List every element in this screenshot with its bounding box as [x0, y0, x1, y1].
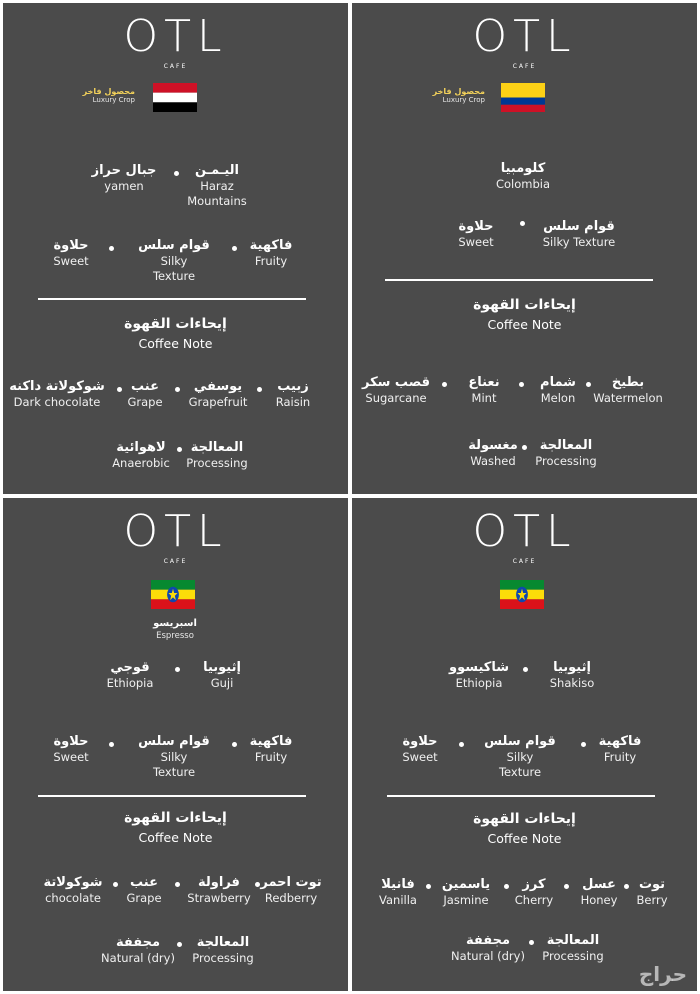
origin-item: جبال حراز yamen: [91, 163, 157, 193]
separator-dot: [624, 884, 629, 889]
texture-item: فاكهية Fruity: [249, 238, 293, 268]
luxury-crop-label: [83, 87, 135, 104]
texture-item: قوام سلس Silky Texture: [138, 238, 210, 283]
separator-dot: [175, 882, 180, 887]
origin-item: شاكيسوو Ethiopia: [449, 660, 509, 690]
separator-dot: [522, 445, 527, 450]
note-item: بطيخ Watermelon: [593, 375, 663, 405]
product-card-espresso: [3, 498, 348, 991]
note-item: قصب سكر Sugarcane: [361, 375, 431, 405]
origin-item: قوجي Ethiopia: [106, 660, 154, 690]
processing-item: المعالجة Processing: [535, 438, 597, 468]
origin-item: اليـمـن Haraz Mountains: [187, 163, 247, 208]
processing-item: المعالجة Processing: [542, 933, 604, 963]
luxury-crop-ar: محصول فاخر: [432, 87, 485, 96]
note-item: عسل Honey: [580, 877, 618, 907]
otl-logo: [352, 13, 697, 70]
note-item: كرز Cherry: [514, 877, 554, 907]
luxury-crop-ar: محصول فاخر: [82, 87, 135, 96]
otl-logo: [3, 508, 348, 565]
separator-dot: [177, 942, 182, 947]
ethiopia-flag-icon: [500, 580, 544, 609]
processing-item: المعالجة Processing: [192, 935, 254, 965]
note-item: نعناع Mint: [468, 375, 500, 405]
origin-item: إثيوبيا Guji: [203, 660, 241, 690]
note-item: يوسفي Grapefruit: [188, 379, 248, 409]
processing-item: مغسولة Washed: [468, 438, 518, 468]
separator-dot: [504, 884, 509, 889]
logo-text: OTL: [123, 506, 228, 557]
separator-dot: [113, 882, 118, 887]
logo-text: OTL: [472, 506, 577, 557]
note-item: شوكولاتة chocolate: [43, 875, 103, 905]
separator-dot: [109, 246, 114, 251]
texture-item: قوام سلس Silky Texture: [542, 219, 616, 249]
coffee-note-heading: إيحاءات القهوة Coffee Note: [124, 810, 227, 845]
luxury-crop-label: [433, 87, 485, 104]
coffee-note-heading: إيحاءات القهوة Coffee Note: [473, 297, 576, 332]
note-item: فراولة Strawberry: [187, 875, 251, 905]
separator-dot: [232, 246, 237, 251]
separator-dot: [175, 667, 180, 672]
yemen-flag-icon: [153, 83, 197, 112]
ethiopia-flag-icon: [151, 580, 195, 609]
texture-item: قوام سلس Silky Texture: [484, 734, 556, 779]
haraj-watermark: حراج: [638, 962, 687, 986]
note-item: توت احمر Redberry: [260, 875, 322, 905]
note-item: فانيلا Vanilla: [379, 877, 417, 907]
luxury-crop-en: Luxury Crop: [92, 96, 135, 104]
espresso-label: اسبريسو Espresso: [153, 618, 197, 641]
texture-item: حلاوة Sweet: [402, 734, 438, 764]
note-item: زبيب Raisin: [275, 379, 311, 409]
origin-item: إثيوبيا Shakiso: [549, 660, 595, 690]
separator-dot: [255, 882, 260, 887]
divider: [38, 795, 306, 797]
separator-dot: [109, 742, 114, 747]
note-item: شوكولاتة داكنه Dark chocolate: [9, 379, 105, 409]
product-card-colombia: [352, 3, 697, 494]
separator-dot: [519, 382, 524, 387]
texture-item: فاكهية Fruity: [598, 734, 642, 764]
coffee-note-heading: إيحاءات القهوة Coffee Note: [473, 811, 576, 846]
origin-item: كلومبيا Colombia: [495, 161, 551, 191]
texture-item: فاكهية Fruity: [249, 734, 293, 764]
coffee-note-heading: إيحاءات القهوة Coffee Note: [124, 316, 227, 351]
divider: [38, 298, 306, 300]
logo-subtext: CAFE: [163, 558, 188, 565]
texture-item: حلاوة Sweet: [53, 734, 89, 764]
separator-dot: [232, 742, 237, 747]
otl-logo: [3, 13, 348, 70]
separator-dot: [523, 667, 528, 672]
separator-dot: [117, 387, 122, 392]
separator-dot: [586, 382, 591, 387]
separator-dot: [257, 387, 262, 392]
processing-item: لاهوائية Anaerobic: [112, 440, 170, 470]
otl-logo: [352, 508, 697, 565]
texture-item: قوام سلس Silky Texture: [138, 734, 210, 779]
logo-subtext: CAFE: [512, 63, 537, 70]
separator-dot: [529, 940, 534, 945]
separator-dot: [177, 447, 182, 452]
separator-dot: [520, 221, 525, 226]
product-card-yemen: [3, 3, 348, 494]
divider: [385, 279, 653, 281]
colombia-flag-icon: [501, 83, 545, 112]
separator-dot: [174, 171, 179, 176]
note-item: ياسمين Jasmine: [441, 877, 491, 907]
logo-subtext: CAFE: [512, 558, 537, 565]
separator-dot: [459, 742, 464, 747]
separator-dot: [426, 884, 431, 889]
processing-item: مجففة Natural (dry): [101, 935, 175, 965]
divider: [387, 795, 655, 797]
texture-item: حلاوة Sweet: [53, 238, 89, 268]
separator-dot: [175, 387, 180, 392]
logo-text: OTL: [472, 11, 577, 62]
note-item: توت Berry: [636, 877, 668, 907]
separator-dot: [564, 884, 569, 889]
note-item: عنب Grape: [126, 875, 162, 905]
note-item: شمام Melon: [540, 375, 576, 405]
separator-dot: [442, 382, 447, 387]
processing-item: المعالجة Processing: [186, 440, 248, 470]
luxury-crop-en: Luxury Crop: [442, 96, 485, 104]
processing-item: مجففة Natural (dry): [451, 933, 525, 963]
note-item: عنب Grape: [127, 379, 163, 409]
logo-subtext: CAFE: [163, 63, 188, 70]
product-card-shakiso: [352, 498, 697, 991]
texture-item: حلاوة Sweet: [458, 219, 494, 249]
separator-dot: [581, 742, 586, 747]
logo-text: OTL: [123, 11, 228, 62]
